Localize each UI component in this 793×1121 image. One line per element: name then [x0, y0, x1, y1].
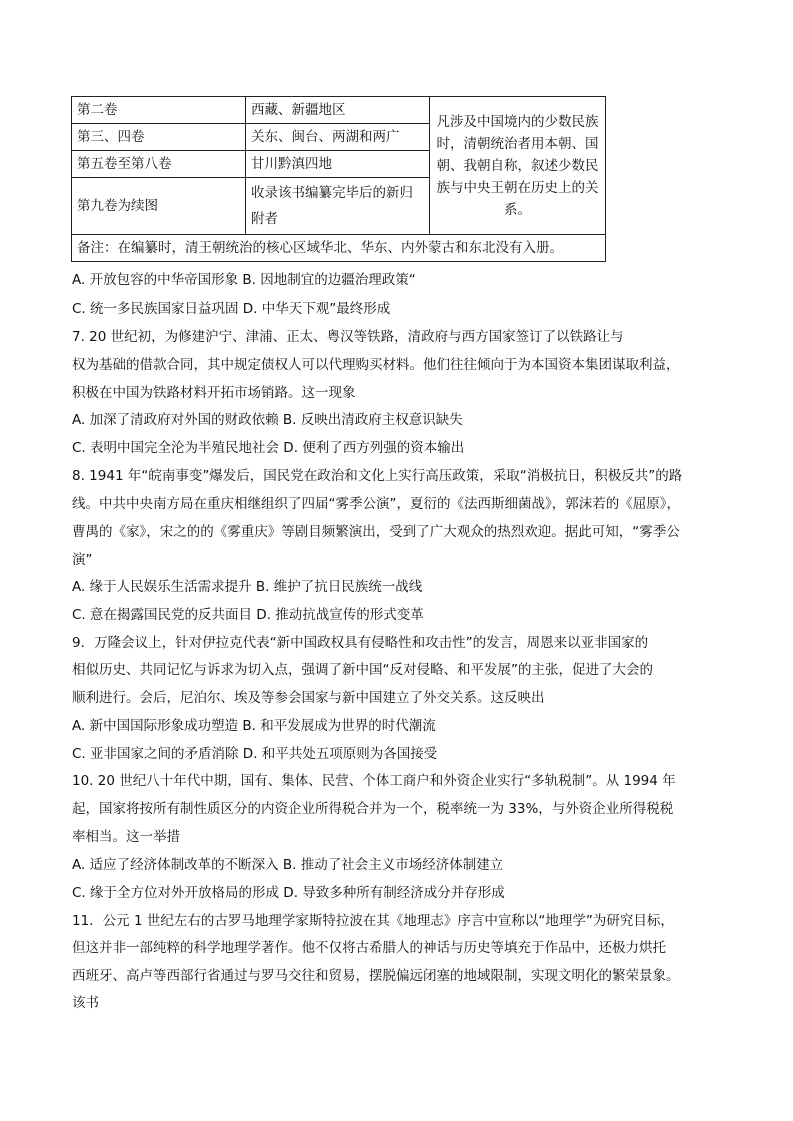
question-text: 西班牙、高卢等西部行省通过与罗马交往和贸易，摆脱偏远闭塞的地域限制，实现文明化的繁荣景象。	[72, 968, 680, 984]
option-line: C. 统一多民族国家日益巩固 D. 中华天下观”最终形成	[72, 301, 391, 317]
option-line: C. 意在揭露国民党的反共面目 D. 推动抗战宣传的形式变革	[72, 607, 424, 623]
volume-cell: 第九卷为续图	[72, 178, 246, 235]
question-text: 线。中共中央南方局在重庆相继组织了四届“雾季公演”，夏衍的《法西斯细菌战》，郭沫若的《屈原》，	[72, 496, 680, 512]
table-remark: 备注：在编纂时，清王朝统治的核心区域华北、华东、内外蒙古和东北没有入册。	[72, 235, 606, 262]
question-text: 权为基础的借款合同，其中规定债权人可以代理购买材料。他们往往倾向于为本国资本集团谋取利益，	[72, 357, 680, 373]
option-line: A. 加深了清政府对外国的财政依赖 B. 反映出清政府主权意识缺失	[72, 412, 463, 428]
region-cell: 关东、闽台、两湖和两广	[246, 124, 430, 151]
table-row	[72, 235, 606, 262]
option-line: A. 开放包容的中华帝国形象 B. 因地制宜的边疆治理政策“	[72, 272, 416, 288]
option-line: C. 亚非国家之间的矛盾消除 D. 和平共处五项原则为各国接受	[72, 746, 438, 762]
question-text: 起，国家将按所有制性质区分的内资企业所得税合并为一个，税率统一为 33%，与外资企业所得税税	[72, 801, 674, 817]
volume-cell: 第五卷至第八卷	[72, 151, 246, 178]
option-line: C. 缘于全方位对外开放格局的形成 D. 导致多种所有制经济成分并存形成	[72, 885, 505, 901]
volume-region-table	[71, 96, 606, 262]
question-text: 曹禺的《家》，宋之的的《雾重庆》等剧目频繁演出，受到了广大观众的热烈欢迎。据此可知，“雾季公	[72, 524, 680, 540]
question-text: 9．万隆会议上，针对伊拉克代表“新中国政权具有侵略性和攻击性”的发言，周恩来以亚非国家的	[72, 635, 649, 651]
volume-cell: 第二卷	[72, 97, 246, 124]
question-text: 演”	[72, 552, 93, 568]
option-line: A. 缘于人民娱乐生活需求提升 B. 维护了抗日民族统一战线	[72, 579, 423, 595]
option-line: A. 新中国国际形象成功塑造 B. 和平发展成为世界的时代潮流	[72, 718, 436, 734]
region-cell: 收录该书编纂完毕后的新归附者	[246, 178, 430, 235]
region-cell: 西藏、新疆地区	[246, 97, 430, 124]
volume-cell: 第三、四卷	[72, 124, 246, 151]
region-cell: 甘川黔滇四地	[246, 151, 430, 178]
question-text: 顺利进行。会后，尼泊尔、埃及等参会国家与新中国建立了外交关系。这反映出	[72, 690, 545, 706]
side-note-cell: 凡涉及中国境内的少数民族时，清朝统治者用本朝、国朝、我朝自称，叙述少数民族与中央王朝在历史上的关系。	[429, 97, 605, 235]
question-text: 11．公元 1 世纪左右的古罗马地理学家斯特拉波在其《地理志》序言中宣称以“地理学”为研究目标，	[72, 913, 674, 929]
question-text: 率相当。这一举措	[72, 829, 180, 845]
option-line: C. 表明中国完全沦为半殖民地社会 D. 便利了西方列强的资本输出	[72, 440, 465, 456]
table-row	[72, 97, 606, 124]
question-text: 积极在中国为铁路材料开拓市场销路。这一现象	[72, 385, 356, 401]
question-text: 该书	[72, 995, 99, 1011]
question-text: 7. 20 世纪初，为修建沪宁、津浦、正太、粤汉等铁路，清政府与西方国家签订了以铁路让与	[72, 329, 624, 345]
question-text: 10. 20 世纪八十年代中期，国有、集体、民营、个体工商户和外资企业实行“多轨税制”。从 1994 年	[72, 773, 676, 789]
option-line: A. 适应了经济体制改革的不断深入 B. 推动了社会主义市场经济体制建立	[72, 857, 504, 873]
question-text: 相似历史、共同记忆与诉求为切入点，强调了新中国“反对侵略、和平发展”的主张，促进了大会的	[72, 662, 653, 678]
question-text: 但这并非一部纯粹的科学地理学著作。他不仅将古希腊人的神话与历史等填充于作品中，还极力烘托	[72, 940, 666, 956]
question-text: 8. 1941 年“皖南事变”爆发后，国民党在政治和文化上实行高压政策，采取“消极抗日，积极反共”的路	[72, 468, 683, 484]
